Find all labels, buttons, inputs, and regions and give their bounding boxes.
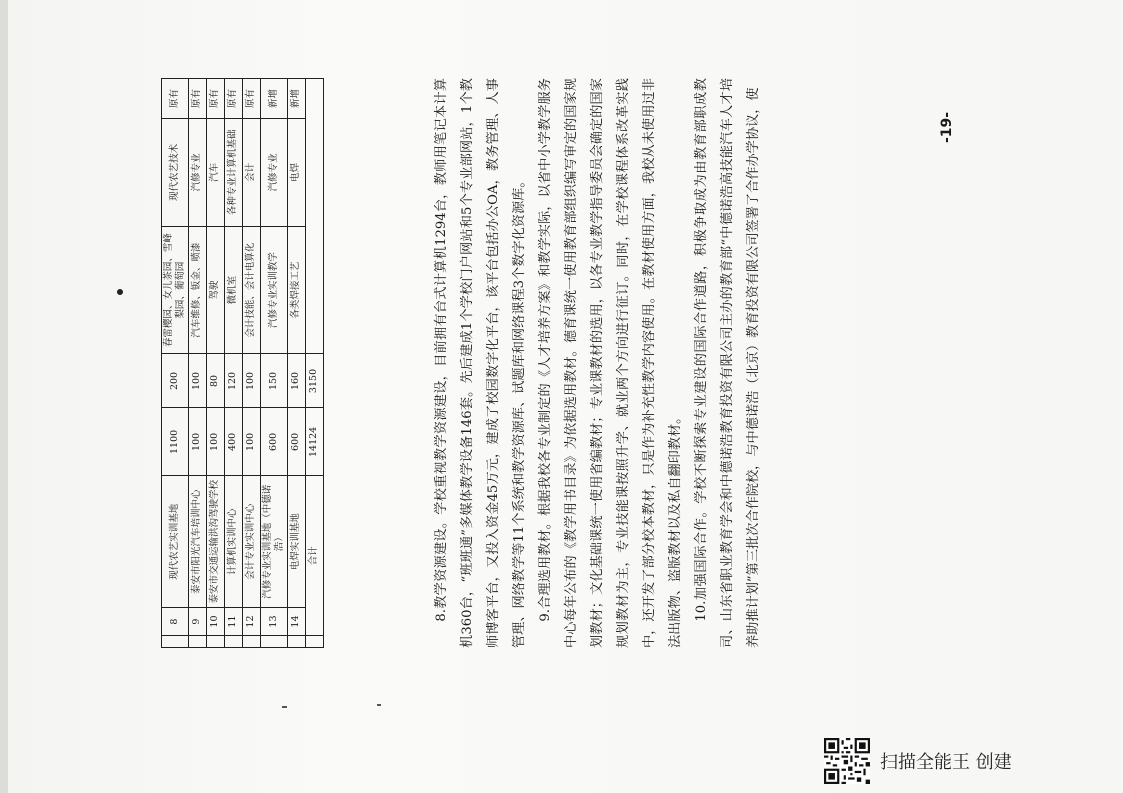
training-base-table <box>161 78 324 648</box>
cell-major: 会计 <box>242 119 260 227</box>
total-value-2: 3150 <box>305 354 323 408</box>
total-label: 合计 <box>305 476 323 636</box>
cell-value-2: 80 <box>206 354 224 408</box>
table-row <box>242 79 260 648</box>
cell-value-2: 100 <box>242 354 260 408</box>
row-edge <box>287 636 305 648</box>
rotated-page-content <box>161 78 987 648</box>
cell-major: 汽修专业 <box>188 119 206 227</box>
cell-number: 12 <box>242 608 260 636</box>
cell-value-1: 600 <box>287 408 305 476</box>
cell-base-name: 电焊实训基地 <box>287 476 305 608</box>
cell-value-2: 120 <box>224 354 242 408</box>
row-edge <box>206 636 224 648</box>
body-text <box>429 78 767 648</box>
cell-number: 13 <box>260 608 287 636</box>
cell-status: 新增 <box>287 79 305 119</box>
row-edge <box>260 636 287 648</box>
paragraph-international-cooperation: 10.加强国际合作。学校不断探索专业建设的国际合作道路，积极争取成为由教育部职成教司、山东省职业教育学会和中德诺浩教育投资有限公司主办的教育部“中德诺浩高技能汽车人才培养助推计划”第三批次合作院校，与中德诺浩（北京）教育投资有限公司签署了合作办学协议，使 <box>694 78 761 648</box>
cell-value-1: 100 <box>242 408 260 476</box>
cell-major: 电焊 <box>287 119 305 227</box>
ink-dot <box>117 289 123 295</box>
cell-base-name: 泰安市交通运输洪沟驾驶学校 <box>206 476 224 608</box>
table-body <box>162 79 324 648</box>
cell-status: 原有 <box>224 79 242 119</box>
row-edge <box>162 636 189 648</box>
cell-base-name: 计算机实训中心 <box>224 476 242 608</box>
cell-training-items: 驾驶 <box>206 226 224 354</box>
cell-training-items: 汽车维修、钣金、喷漆 <box>188 226 206 354</box>
table-row <box>260 79 287 648</box>
cell-value-1: 400 <box>224 408 242 476</box>
cell-training-items: 春雷樱园、女儿茶园、雪峰梨园、葡萄园 <box>162 226 189 354</box>
cell-value-2: 160 <box>287 354 305 408</box>
paragraph-textbook-selection: 9.合理选用教材。根据我校各专业制定的《人才培养方案》和教学实际，以省中小学教学服务中心每年公布的《教学用书目录》为依据选用教材。德育课统一使用教育部组织编写审定的国家规划教材；文化基础课统一使用省编教材；专业课教材的选用，以各专业教学指导委员会确定的国家规划教材为主，专业技能课按照升学、就业两个方向进行征订。同时，在学校课程体系改革实践中，还开发了部分校本教材，只是作为补充性教学内容使用。在教材使用方面，我校从未使用过非法出版物、盗版教材以及私自翻印教材。 <box>538 78 683 648</box>
cell-status: 原有 <box>162 79 189 119</box>
cell-training-items: 各类焊接工艺 <box>287 226 305 354</box>
row-edge <box>242 636 260 648</box>
cell-number: 8 <box>162 608 189 636</box>
cell-value-2: 150 <box>260 354 287 408</box>
qr-code-icon <box>824 738 870 784</box>
cell-training-items: 微机室 <box>224 226 242 354</box>
ink-mark <box>377 704 381 706</box>
cell-status: 原有 <box>188 79 206 119</box>
watermark-text: 扫描全能王 创建 <box>880 752 1012 773</box>
cell-status: 原有 <box>242 79 260 119</box>
total-empty <box>305 79 323 355</box>
cell-number: 10 <box>206 608 224 636</box>
cell-base-name: 现代农艺实训基地 <box>162 476 189 608</box>
cell-major: 各种专业计算机基础 <box>224 119 242 227</box>
cell-status: 原有 <box>206 79 224 119</box>
page-number: -19- <box>939 111 955 143</box>
scan-edge <box>0 0 8 793</box>
cell-value-1: 100 <box>188 408 206 476</box>
cell-value-2: 100 <box>188 354 206 408</box>
cell-number: 14 <box>287 608 305 636</box>
cell-training-items: 汽修专业实训教学 <box>260 226 287 354</box>
row-edge <box>188 636 206 648</box>
table-row <box>287 79 305 648</box>
cell-value-1: 100 <box>206 408 224 476</box>
cell-training-items: 会计技能、会计电算化 <box>242 226 260 354</box>
table-total-row <box>305 79 323 648</box>
table-row <box>206 79 224 648</box>
row-edge <box>224 636 242 648</box>
cell-major: 汽车 <box>206 119 224 227</box>
row-edge <box>305 636 323 648</box>
total-value-1: 14124 <box>305 408 323 476</box>
cell-major: 现代农艺技术 <box>162 119 189 227</box>
cell-number: 11 <box>224 608 242 636</box>
table-row <box>188 79 206 648</box>
cell-value-1: 600 <box>260 408 287 476</box>
cell-major: 汽修专业 <box>260 119 287 227</box>
table-row <box>162 79 189 648</box>
cell-value-1: 1100 <box>162 408 189 476</box>
ink-mark <box>282 706 287 708</box>
cell-base-name: 会计专业实训中心 <box>242 476 260 608</box>
cell-base-name: 汽修专业实训基地（中德诺浩） <box>260 476 287 608</box>
cell-base-name: 泰安市阳光汽车培训中心 <box>188 476 206 608</box>
cell-status: 新增 <box>260 79 287 119</box>
cell-number: 9 <box>188 608 206 636</box>
table-row <box>224 79 242 648</box>
paragraph-teaching-resources: 8.教学资源建设。学校重视教学资源建设，目前拥有台式计算机1294台，教师用笔记本计算机360台，“班班通”多媒体教学设备146套。先后建成1个学校门户网站和5个专业部网站，1个教师博客平台，又投入资金45万元，建成了校园数字化平台，该平台包括办公OA，教务管理、人事管理、网络教学等11个系统和教学资源库、试题库和网络课程3个数字化资源库。 <box>434 78 527 648</box>
cell-value-2: 200 <box>162 354 189 408</box>
